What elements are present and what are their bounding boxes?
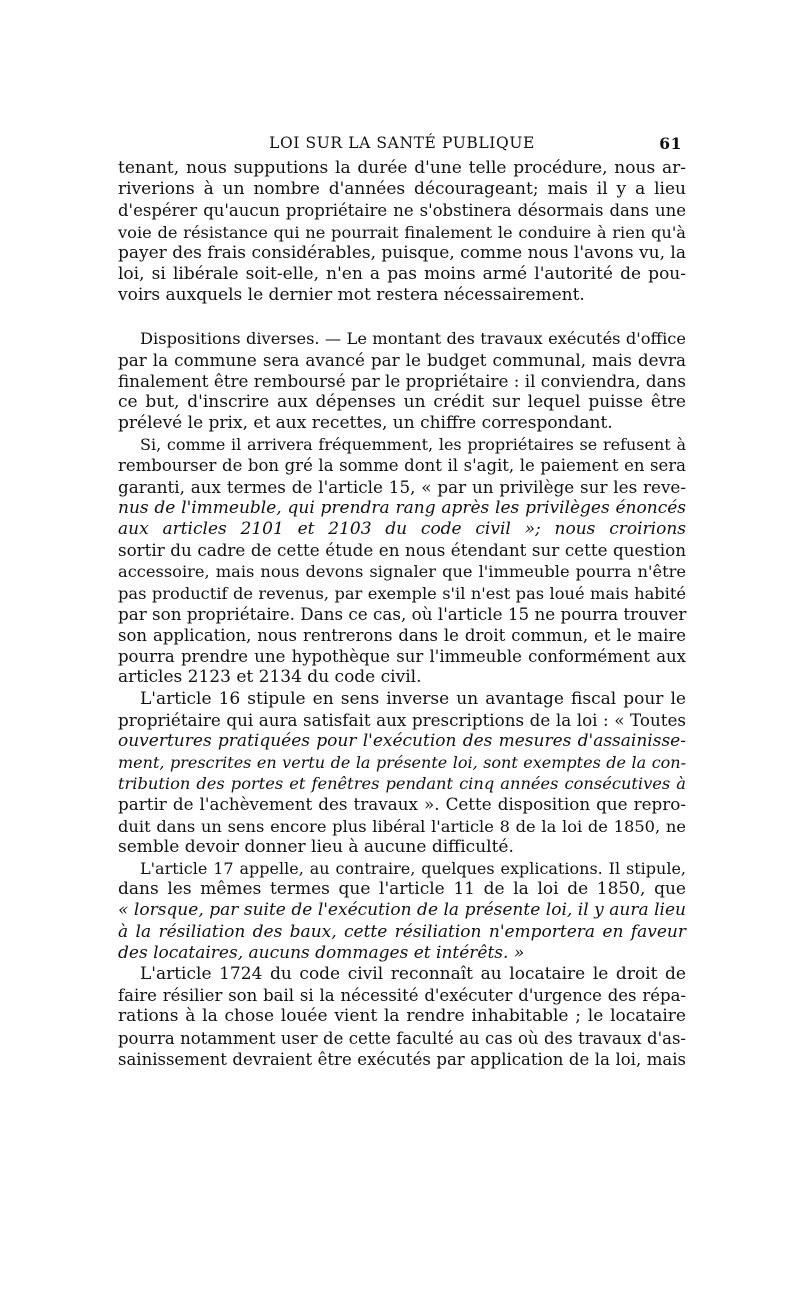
text-line: rations à la chose louée vient la rendre inhabitable ; le locataire	[118, 1006, 686, 1027]
text-line: Dispositions diverses. — Le montant des travaux exécutés d'office	[140, 329, 686, 349]
text-line: des locataires, aucuns dommages et intérêts. »	[118, 942, 525, 963]
text-line: loi, si libérale soit-elle, n'en a pas moins armé l'autorité de pou-	[118, 263, 686, 284]
text-line: payer des frais considérables, puisque, comme nous l'avons vu, la	[118, 242, 686, 263]
paragraph	[118, 434, 686, 688]
text-line: prélevé le prix, et aux recettes, un chiffre correspondant.	[118, 413, 613, 434]
section-gap	[118, 306, 686, 328]
text-line: à la résiliation des baux, cette résiliation n'emportera en faveur	[118, 921, 686, 942]
text-line: faire résilier son bail si la nécessité d'exécuter d'urgence des répa-	[118, 986, 686, 1006]
text-line: pourra notamment user de cette faculté au cas où des travaux d'as-	[118, 1028, 686, 1048]
text-line: sortir du cadre de cette étude en nous étendant sur cette question	[118, 540, 686, 561]
text-line: par son propriétaire. Dans ce cas, où l'article 15 ne pourra trouver	[118, 603, 687, 624]
text-line: « lorsque, par suite de l'exécution de la présente loi, il y aura lieu	[118, 900, 686, 921]
text-line: ment, prescrites en vertu de la présente loi, sont exemptes de la con-	[118, 753, 686, 773]
paragraph	[118, 964, 686, 1070]
text-line: rembourser de bon gré la somme dont il s'agit, le paiement en sera	[118, 456, 686, 476]
page-number: 61	[659, 134, 682, 153]
text-line: Si, comme il arrivera fréquemment, les propriétaires se refusent à	[140, 435, 686, 455]
text-line: pas productif de revenus, par exemple s'il n'est pas loué mais habité	[118, 583, 686, 603]
text-line: partir de l'achèvement des travaux ». Cette disposition que repro-	[118, 794, 686, 815]
running-title: LOI SUR LA SANTÉ PUBLIQUE	[269, 134, 535, 152]
text-line: ce but, d'inscrire aux dépenses un crédit sur lequel puisse être	[118, 391, 686, 412]
text-line: dans les mêmes termes que l'article 11 de la loi de 1850, que	[118, 879, 686, 900]
text-line: duit dans un sens encore plus libéral l'article 8 de la loi de 1850, ne	[118, 816, 686, 836]
text-line: voie de résistance qui ne pourrait finalement le conduire à rien qu'à	[118, 222, 686, 242]
paragraph	[118, 328, 686, 434]
paragraph	[118, 158, 686, 306]
text-line: riverions à un nombre d'années décourageant; mais il y a lieu	[118, 179, 686, 200]
book-page	[118, 128, 686, 1070]
text-line: tribution des portes et fenêtres pendant cinq années consécutives à	[118, 774, 686, 794]
text-line: pourra prendre une hypothèque sur l'immeuble conformément aux	[118, 647, 686, 667]
text-line: nus de l'immeuble, qui prendra rang après les privilèges énoncés	[118, 497, 686, 518]
text-line: ouvertures pratiquées pour l'exécution des mesures d'assainisse-	[118, 730, 686, 751]
text-line: par la commune sera avancé par le budget communal, mais devra	[118, 349, 686, 370]
text-line: articles 2123 et 2134 du code civil.	[118, 667, 422, 688]
text-line: L'article 1724 du code civil reconnaît au locataire le droit de	[140, 963, 686, 984]
paragraph	[118, 689, 686, 859]
text-line: voirs auxquels le dernier mot restera nécessairement.	[118, 285, 585, 306]
text-line: finalement être remboursé par le propriétaire : il conviendra, dans	[118, 370, 686, 391]
text-line: tenant, nous supputions la durée d'une telle procédure, nous ar-	[118, 158, 686, 178]
running-header	[118, 128, 686, 158]
text-line: semble devoir donner lieu à aucune difficulté.	[118, 836, 514, 857]
text-line: L'article 16 stipule en sens inverse un avantage fiscal pour le	[140, 688, 686, 709]
text-line: garanti, aux termes de l'article 15, « par un privilège sur les reve-	[118, 476, 686, 497]
text-line: aux articles 2101 et 2103 du code civil »; nous croirions	[118, 519, 686, 539]
text-line: accessoire, mais nous devons signaler que l'immeuble pourra n'être	[118, 562, 686, 582]
text-line: d'espérer qu'aucun propriétaire ne s'obstinera désormais dans une	[118, 201, 686, 221]
text-line: sainissement devraient être exécutés par application de la loi, mais	[118, 1049, 686, 1069]
text-line: propriétaire qui aura satisfait aux prescriptions de la loi : « Toutes	[118, 709, 686, 730]
text-line: L'article 17 appelle, au contraire, quelques explications. Il stipule,	[140, 859, 686, 878]
paragraph	[118, 858, 686, 964]
text-line: son application, nous rentrerons dans le droit commun, et le maire	[118, 625, 686, 645]
